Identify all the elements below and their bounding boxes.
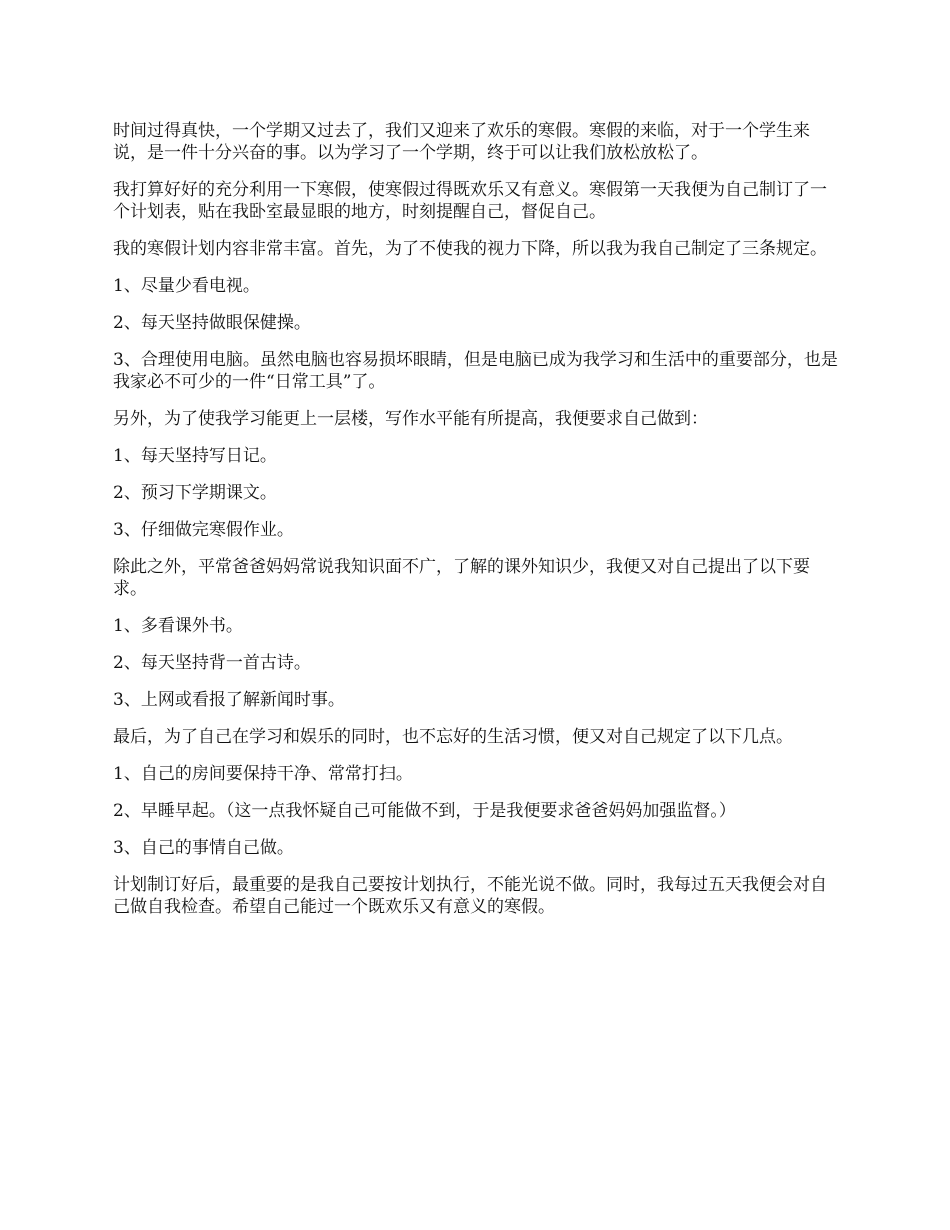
paragraph-study-rules-intro: 另外，为了使我学习能更上一层楼，写作水平能有所提高，我便要求自己做到： (113, 409, 708, 429)
paragraph-plan-table: 我打算好好的充分利用一下寒假，使寒假过得既欢乐又有意义。寒假第一天我便为自己制订了一个计划表，贴在我卧室最显眼的地方，时刻提醒自己，督促自己。 (113, 180, 827, 222)
list-item-knowledge-3: 3、上网或看报了解新闻时事。 (113, 690, 345, 710)
list-item-knowledge-1: 1、多看课外书。 (113, 616, 243, 636)
list-item-study-2: 2、预习下学期课文。 (113, 483, 277, 503)
list-item-study-3: 3、仔细做完寒假作业。 (113, 520, 294, 540)
list-item-habit-3: 3、自己的事情自己做。 (113, 838, 294, 858)
list-item-eyesight-2: 2、每天坚持做眼保健操。 (113, 313, 311, 333)
paragraph-intro: 时间过得真快，一个学期又过去了，我们又迎来了欢乐的寒假。寒假的来临，对于一个学生来说，是一件十分兴奋的事。以为学习了一个学期，终于可以让我们放松放松了。 (113, 121, 810, 163)
paragraph-knowledge-rules-intro: 除此之外，平常爸爸妈妈常说我知识面不广，了解的课外知识少，我便又对自己提出了以下要求。 (113, 557, 810, 599)
list-item-habit-2: 2、早睡早起。（这一点我怀疑自己可能做不到，于是我便要求爸爸妈妈加强监督。） (113, 801, 736, 821)
list-item-eyesight-1: 1、尽量少看电视。 (113, 276, 260, 296)
list-item-eyesight-3: 3、合理使用电脑。虽然电脑也容易损坏眼睛，但是电脑已成为我学习和生活中的重要部分，也是我家必不可少的一件“日常工具”了。 (113, 350, 838, 392)
list-item-knowledge-2: 2、每天坚持背一首古诗。 (113, 653, 311, 673)
paragraph-conclusion: 计划制订好后，最重要的是我自己要按计划执行，不能光说不做。同时，我每过五天我便会对自己做自我检查。希望自己能过一个既欢乐又有意义的寒假。 (113, 875, 827, 917)
list-item-study-1: 1、每天坚持写日记。 (113, 446, 277, 466)
document-body (113, 120, 841, 933)
paragraph-eyesight-rules-intro: 我的寒假计划内容非常丰富。首先，为了不使我的视力下降，所以我为我自己制定了三条规定。 (113, 239, 827, 259)
paragraph-habit-rules-intro: 最后，为了自己在学习和娱乐的同时，也不忘好的生活习惯，便又对自己规定了以下几点。 (113, 727, 793, 747)
list-item-habit-1: 1、自己的房间要保持干净、常常打扫。 (113, 764, 413, 784)
